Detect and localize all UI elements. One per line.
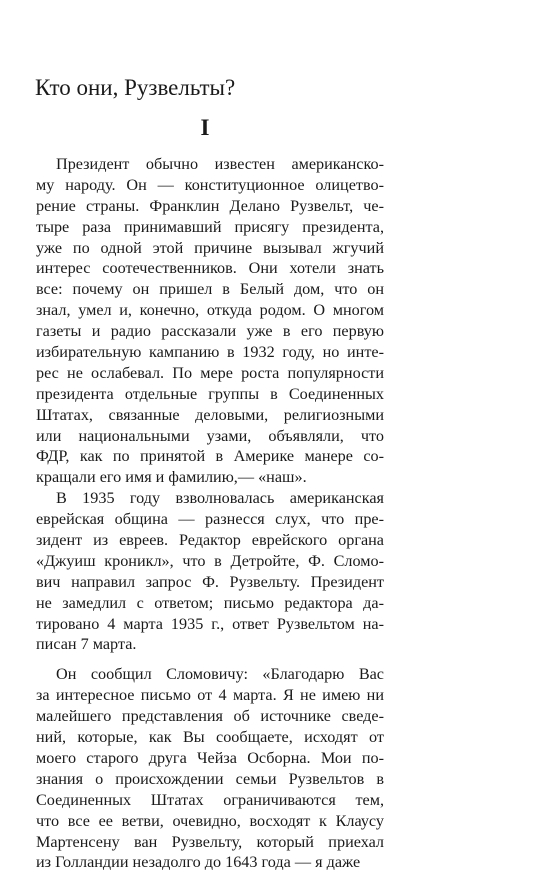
- text-line: ФДР, как по принятой в Америке манере со-: [36, 447, 384, 466]
- text-line: или национальными узами, объявляли, что: [36, 426, 384, 445]
- text-line: «Джуиш кроникл», что в Детройте, Ф. Сломо-: [36, 551, 384, 570]
- text-line: из Голландии незадолго до 1643 года — я даже: [36, 853, 361, 872]
- text-line: Мартенсену ван Рузвельту, который приехал: [36, 832, 384, 851]
- text-line: ний, которые, как Вы сообщаете, исходят от: [36, 728, 384, 747]
- text-line: президента отдельные группы в Соединенных: [36, 384, 384, 403]
- text-line: еврейская община — разнесся слух, что пре-: [36, 510, 384, 529]
- text-line: не замедлил с ответом; письмо редактора да-: [36, 593, 384, 612]
- chapter-title: Кто они, Рузвельты?: [35, 75, 236, 100]
- text-line: В 1935 году взволновалась американская: [56, 489, 384, 508]
- text-line: интерес соотечественников. Они хотели знать: [36, 259, 384, 278]
- text-line: тыре раза принимавший присягу президента,: [36, 217, 384, 236]
- text-line: му народу. Он — конституционное олицетво-: [36, 175, 384, 194]
- text-line: Он сообщил Сломовичу: «Благодарю Вас: [56, 665, 384, 684]
- text-line: избирательную кампанию в 1932 году, но инте-: [36, 343, 384, 362]
- text-line: Соединенных Штатах ограничиваются тем,: [36, 790, 384, 809]
- text-line: моего старого друга Чейза Осборна. Мои по-: [36, 748, 384, 767]
- text-line: уже по одной этой причине вызывал жгучий: [36, 238, 384, 257]
- body-text: [36, 154, 384, 873]
- paragraph: [36, 154, 384, 488]
- text-line: вич направил запрос Ф. Рузвельту. Президент: [36, 572, 384, 591]
- paragraph: [36, 664, 384, 873]
- text-line: что все ее ветви, очевидно, восходят к Клаусу: [36, 811, 384, 830]
- text-line: тировано 4 марта 1935 г., ответ Рузвельтом на-: [36, 614, 384, 633]
- text-line: зидент из евреев. Редактор еврейского органа: [36, 531, 384, 550]
- text-line: писан 7 марта.: [36, 635, 137, 654]
- text-line: рес не ослабевал. По мере роста популярности: [36, 363, 384, 382]
- text-line: малейшего представления об источнике сведе-: [36, 707, 384, 726]
- text-line: все: почему он пришел в Белый дом, что он: [36, 280, 384, 299]
- paragraph: [36, 488, 384, 655]
- text-line: рение страны. Франклин Делано Рузвельт, че-: [36, 196, 384, 215]
- text-line: Президент обычно известен американско-: [56, 155, 384, 173]
- text-line: кращали его имя и фамилию,— «наш».: [36, 468, 307, 487]
- text-line: Штатах, связанные деловыми, религиозными: [36, 405, 384, 424]
- text-line: знал, умел и, конечно, откуда родом. О многом: [36, 301, 384, 320]
- text-line: за интересное письмо от 4 марта. Я не имею ни: [36, 686, 384, 705]
- text-line: знания о происхождении семьи Рузвельтов в: [36, 769, 384, 788]
- text-line: газеты и радио рассказали уже в его первую: [36, 322, 384, 341]
- section-numeral: I: [200, 115, 210, 140]
